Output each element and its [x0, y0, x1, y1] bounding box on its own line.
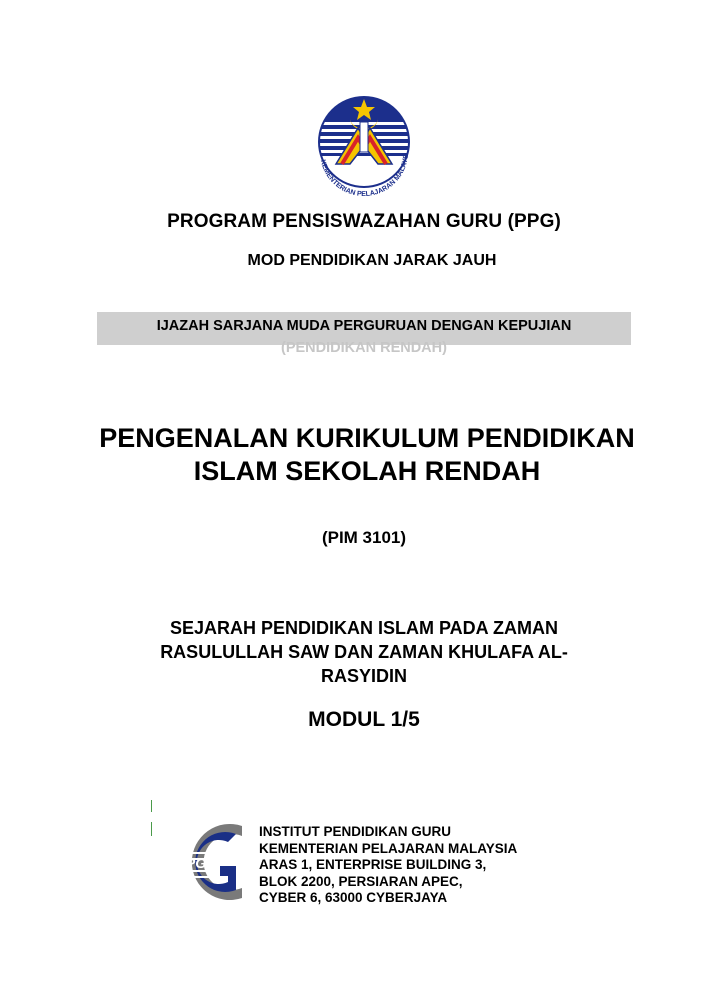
topic-line-2: RASULULLAH SAW DAN ZAMAN KHULAFA AL- [160, 642, 568, 662]
mode-title: MOD PENDIDIKAN JARAK JAUH [247, 252, 497, 269]
topic-line-1: SEJARAH PENDIDIKAN ISLAM PADA ZAMAN [169, 618, 558, 638]
degree-text: IJAZAH SARJANA MUDA PERGURUAN DENGAN KEPUJIAN [156, 318, 572, 334]
module-label: MODUL 1/5 [308, 708, 420, 731]
course-title-line-2: ISLAM SEKOLAH RENDAH [193, 456, 541, 486]
address-block [259, 824, 579, 907]
kpm-arc-text: KEMENTERIAN PELAJARAN MALAYSI [318, 152, 411, 196]
program-title: PROGRAM PENSISWAZAHAN GURU (PPG) [167, 211, 561, 232]
address-line-2: KEMENTERIAN PELAJARAN MALAYSIA [259, 840, 518, 856]
topic-line-3: RASYIDIN [320, 666, 407, 686]
course-code: (PIM 3101) [321, 528, 407, 547]
course-title [0, 422, 728, 488]
address-line-3: ARAS 1, ENTERPRISE BUILDING 3, [259, 857, 487, 872]
margin-marks [150, 800, 154, 840]
degree-text-overflow: (PENDIDIKAN RENDAH) [281, 340, 447, 356]
address-line-1: INSTITUT PENDIDIKAN GURU [259, 824, 451, 839]
degree-band [97, 312, 631, 356]
topic-title [0, 616, 728, 688]
ipg-logo-text: iPG [182, 855, 207, 871]
address-line-4: BLOK 2200, PERSIARAN APEC, [259, 873, 463, 889]
ipg-logo-icon [172, 822, 258, 902]
course-title-line-1: PENGENALAN KURIKULUM PENDIDIKAN [99, 423, 635, 453]
kpm-crest-icon [306, 92, 422, 196]
address-line-5: CYBER 6, 63000 CYBERJAYA [259, 890, 448, 905]
